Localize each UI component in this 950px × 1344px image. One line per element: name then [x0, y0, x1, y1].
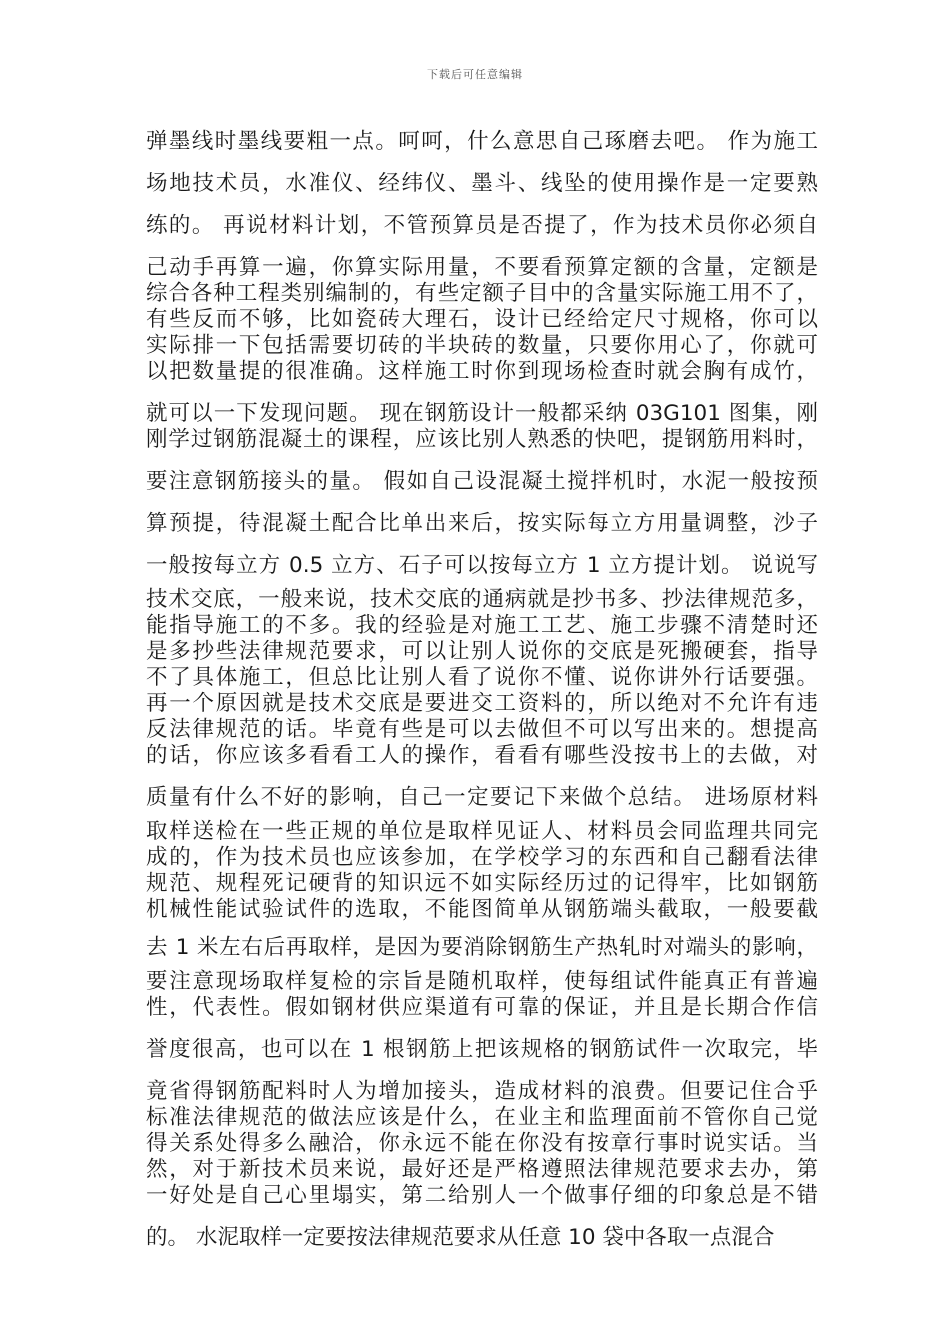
text-line: 综合各种工程类别编制的，有些定额子目中的含量实际施工用不了， — [146, 281, 818, 306]
text-line: 练的。 再说材料计划，不管预算员是否提了，作为技术员你必须自 — [146, 213, 818, 238]
text-line: 标准法律规范的做法应该是什么，在业主和监理面前不管你自己觉 — [146, 1105, 818, 1130]
text-line: 刚学过钢筋混凝土的课程，应该比别人熟悉的快吧，提钢筋用料时， — [146, 427, 818, 452]
text-line: 誉度很高，也可以在 1 根钢筋上把该规格的钢筋试件一次取完，毕 — [146, 1037, 818, 1062]
text-line: 有些反而不够，比如瓷砖大理石，设计已经给定尺寸规格，你可以 — [146, 307, 818, 332]
text-line: 然，对于新技术员来说，最好还是严格遵照法律规范要求去办，第 — [146, 1157, 818, 1182]
text-line: 就可以一下发现问题。 现在钢筋设计一般都采纳 03G101 图集，刚 — [146, 401, 818, 426]
text-line: 一好处是自己心里塌实，第二给别人一个做事仔细的印象总是不错 — [146, 1183, 818, 1208]
text-line: 实际排一下包括需要切砖的半块砖的数量，只要你用心了，你就可 — [146, 333, 818, 358]
text-line: 成的，作为技术员也应该参加，在学校学习的东西和自己翻看法律 — [146, 845, 818, 870]
text-line: 竟省得钢筋配料时人为增加接头，造成材料的浪费。但要记住合乎 — [146, 1079, 818, 1104]
text-line: 算预提，待混凝土配合比单出来后，按实际每立方用量调整，沙子 — [146, 511, 818, 536]
text-line: 反法律规范的话。毕竟有些是可以去做但不可以写出来的。想提高 — [146, 717, 818, 742]
text-line: 要注意现场取样复检的宗旨是随机取样，使每组试件能真正有普遍 — [146, 969, 818, 994]
text-line: 性，代表性。假如钢材供应渠道有可靠的保证，并且是长期合作信 — [146, 995, 818, 1020]
text-line: 场地技术员，水准仪、经纬仪、墨斗、线坠的使用操作是一定要熟 — [146, 171, 818, 196]
text-line: 机械性能试验试件的选取，不能图简单从钢筋端头截取，一般要截 — [146, 897, 818, 922]
text-line: 的。 水泥取样一定要按法律规范要求从任意 10 袋中各取一点混合 — [146, 1225, 775, 1250]
text-line: 己动手再算一遍，你算实际用量，不要看预算定额的含量，定额是 — [146, 255, 818, 280]
text-line: 一般按每立方 0.5 立方、石子可以按每立方 1 立方提计划。 说说写 — [146, 553, 818, 578]
text-line: 是多抄些法律规范要求，可以让别人说你的交底是死搬硬套，指导 — [146, 639, 818, 664]
text-line: 质量有什么不好的影响，自己一定要记下来做个总结。 进场原材料 — [146, 785, 818, 810]
text-line: 再一个原因就是技术交底是要进交工资料的，所以绝对不允许有违 — [146, 691, 818, 716]
text-line: 技术交底，一般来说，技术交底的通病就是抄书多、抄法律规范多， — [146, 587, 818, 612]
text-line: 以把数量提的很准确。这样施工时你到现场检查时就会胸有成竹， — [146, 359, 818, 384]
text-line: 去 1 米左右后再取样，是因为要消除钢筋生产热轧时对端头的影响， — [146, 935, 818, 960]
text-line: 弹墨线时墨线要粗一点。呵呵，什么意思自己琢磨去吧。 作为施工 — [146, 129, 818, 154]
text-line: 不了具体施工，但总比让别人看了说你不懂、说你讲外行话要强。 — [146, 665, 818, 690]
text-line: 要注意钢筋接头的量。 假如自己设混凝土搅拌机时，水泥一般按预 — [146, 469, 818, 494]
text-line: 得关系处得多么融洽，你永远不能在你没有按章行事时说实话。当 — [146, 1131, 818, 1156]
text-line: 取样送检在一些正规的单位是取样见证人、材料员会同监理共同完 — [146, 819, 818, 844]
text-line: 规范、规程死记硬背的知识远不如实际经历过的记得牢，比如钢筋 — [146, 871, 818, 896]
page-header-note: 下载后可任意编辑 — [427, 68, 523, 81]
text-line: 能指导施工的不多。我的经验是对施工工艺、施工步骤不清楚时还 — [146, 613, 818, 638]
text-line: 的话，你应该多看看工人的操作，看看有哪些没按书上的去做，对 — [146, 743, 818, 768]
